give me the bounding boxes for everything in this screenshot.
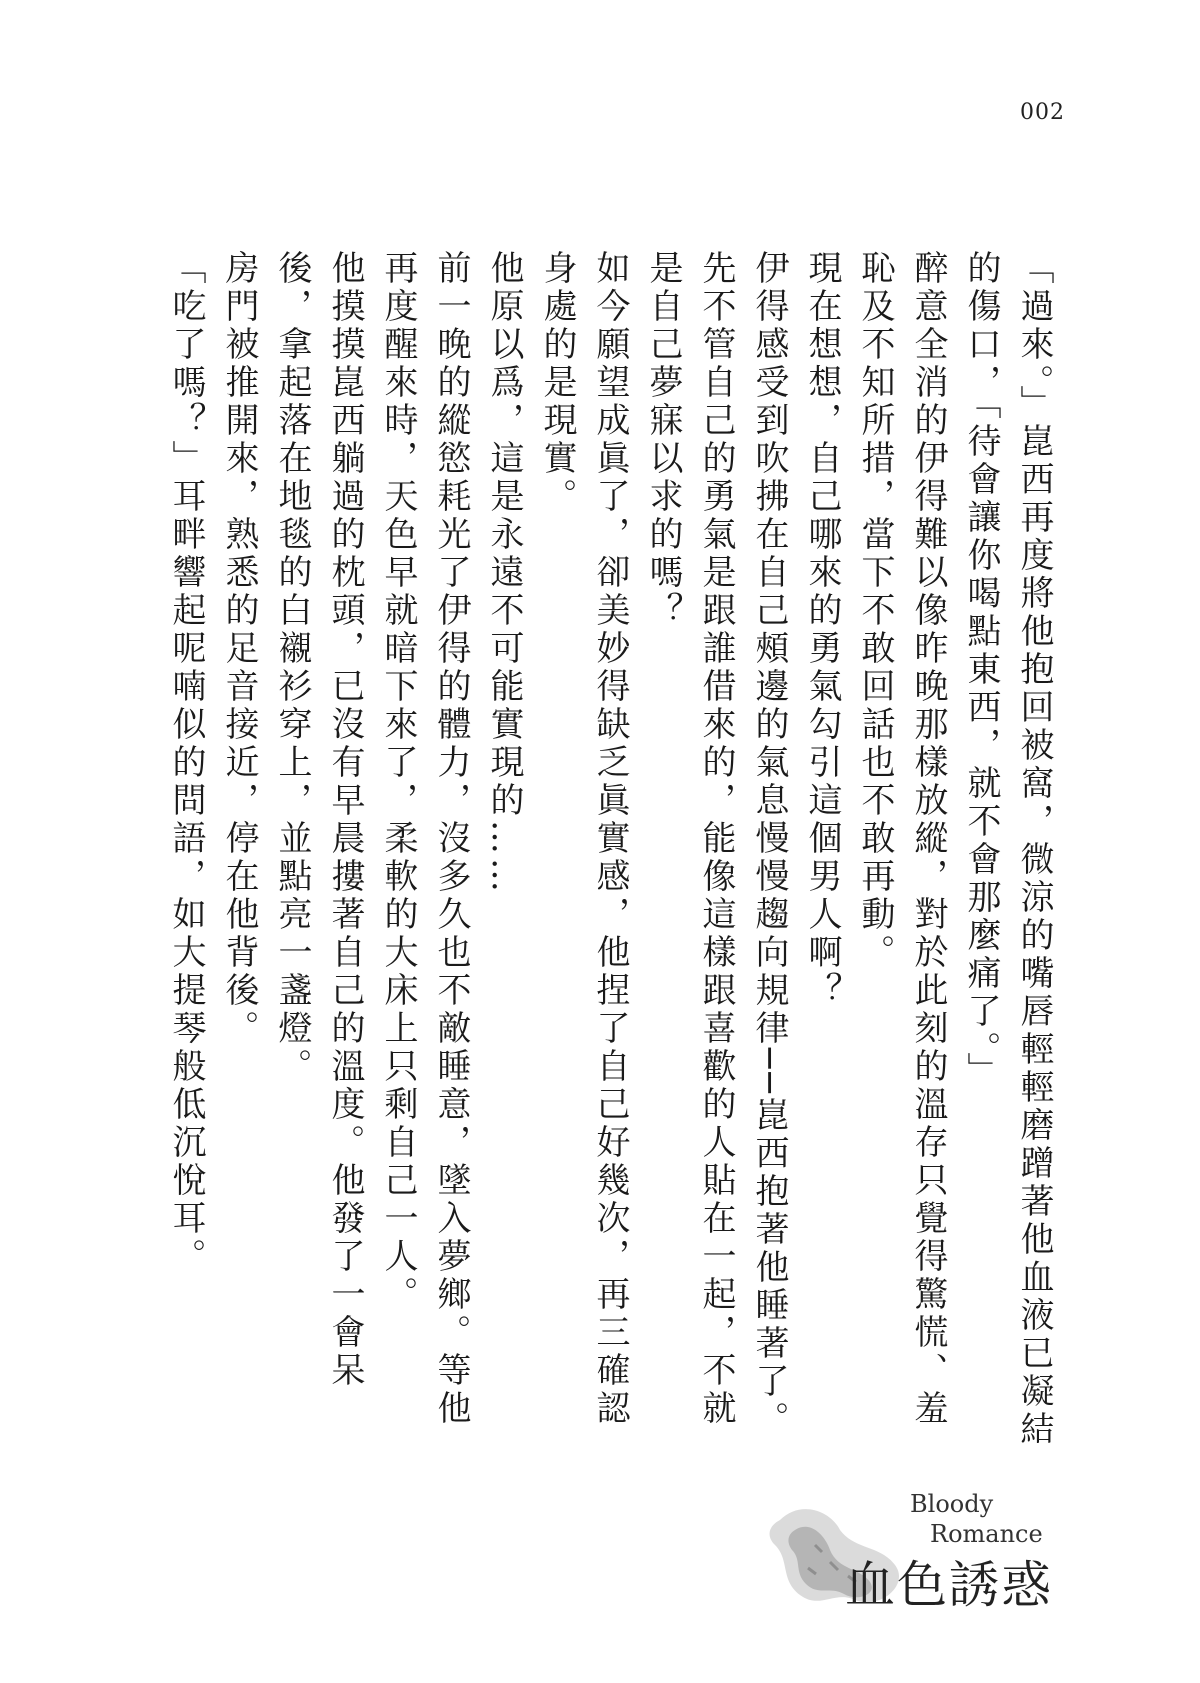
logo-title: 血色誘惑 — [845, 1556, 1053, 1614]
logo-line-1: Bloody — [910, 1490, 994, 1518]
paragraph: 如今願望成眞了，卻美妙得缺乏眞實感，他捏了自己好幾次，再三確認身處的是現實。 — [537, 250, 630, 1428]
paragraph: 先不管自己的勇氣是跟誰借來的，能像這樣跟喜歡的人貼在一起，不就是自己夢寐以求的嗎？ — [643, 250, 736, 1428]
page-number: 002 — [1020, 100, 1065, 125]
paragraph: 他摸摸崑西躺過的枕頭，已沒有早晨摟著自己的溫度。他發了一會呆後，拿起落在地毯的白襯衫穿上，並點亮一盞燈。 — [272, 250, 365, 1390]
paragraph: 「吃了嗎？」耳畔響起呢喃似的問語，如大提琴般低沉悅耳。 — [166, 250, 206, 1276]
logo-line-2: Romance — [930, 1520, 1043, 1548]
paragraph: 「過來。」崑西再度將他抱回被窩，微涼的嘴唇輕輕磨蹭著他血液已凝結的傷口，「待會讓你喝點東西，就不會那麼痛了。」 — [961, 250, 1054, 1449]
paragraph: 伊得感受到吹拂在自己頰邊的氣息慢慢趨向規律──崑西抱著他睡著了。 — [749, 250, 789, 1439]
paragraph: 房門被推開來，熟悉的足音接近，停在他背後。 — [219, 250, 259, 1048]
paragraph: 醉意全消的伊得難以像昨晚那樣放縱，對於此刻的溫存只覺得驚慌、羞恥及不知所措，當下不敢回話也不敢再動。 — [855, 250, 948, 1428]
body-text — [166, 250, 1060, 1450]
paragraph: 現在想想，自己哪來的勇氣勾引這個男人啊？ — [802, 250, 842, 1010]
paragraph: 他原以爲，這是永遠不可能實現的…… — [484, 250, 524, 896]
book-logo — [760, 1490, 1080, 1630]
paragraph: 前一晚的縱慾耗光了伊得的體力，沒多久也不敵睡意，墜入夢鄉。等他再度醒來時，天色早就暗下來了，柔軟的大床上只剩自己一人。 — [378, 250, 471, 1428]
